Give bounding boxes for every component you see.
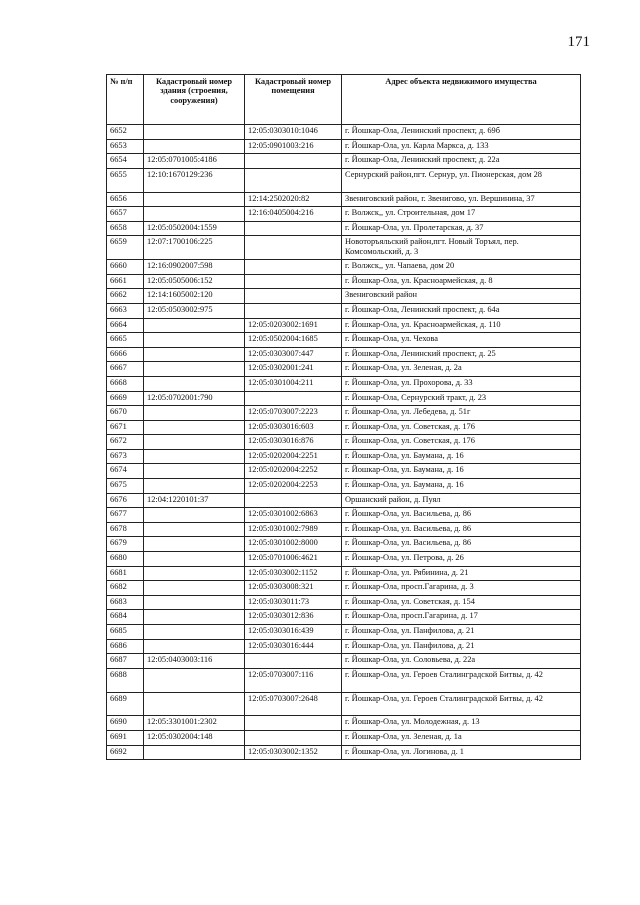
- header-room-cadastral: Кадастровый номер помещения: [245, 75, 342, 125]
- cell-building-cadastral: 12:05:0505006:152: [144, 274, 245, 289]
- cell-number: 6672: [107, 435, 144, 450]
- cell-room-cadastral: [245, 221, 342, 236]
- cell-address: г. Волжск,, ул. Строительная, дом 17: [342, 207, 581, 222]
- cell-address: г. Йошкар-Ола, ул. Молодежная, д. 13: [342, 716, 581, 731]
- table-row: [107, 221, 581, 236]
- cell-address: Оршанский район, д. Пуял: [342, 493, 581, 508]
- cell-building-cadastral: 12:07:1700106:225: [144, 236, 245, 260]
- cell-building-cadastral: 12:14:1605002:120: [144, 289, 245, 304]
- table-row: [107, 639, 581, 654]
- page-number: 171: [567, 34, 590, 50]
- cell-address: г. Йошкар-Ола, просп.Гагарина, д. 17: [342, 610, 581, 625]
- header-number: № п/п: [107, 75, 144, 125]
- cell-address: г. Йошкар-Ола, ул. Чехова: [342, 333, 581, 348]
- cell-address: г. Йошкар-Ола, ул. Баумана, д. 16: [342, 464, 581, 479]
- cell-building-cadastral: [144, 581, 245, 596]
- cell-building-cadastral: [144, 552, 245, 567]
- cell-room-cadastral: 12:05:0301004:211: [245, 376, 342, 391]
- cell-number: 6675: [107, 479, 144, 494]
- cell-room-cadastral: 12:05:0502004:1685: [245, 333, 342, 348]
- table-row: [107, 610, 581, 625]
- cell-room-cadastral: 12:05:0303012:836: [245, 610, 342, 625]
- cell-building-cadastral: [144, 745, 245, 760]
- cell-building-cadastral: [144, 139, 245, 154]
- table-row: [107, 318, 581, 333]
- table-row: [107, 289, 581, 304]
- table-row: [107, 625, 581, 640]
- cell-address: г. Йошкар-Ола, ул. Васильева, д. 86: [342, 508, 581, 523]
- cell-room-cadastral: 12:05:0303016:876: [245, 435, 342, 450]
- cell-building-cadastral: [144, 508, 245, 523]
- cell-room-cadastral: 12:05:0303010:1046: [245, 125, 342, 140]
- cell-number: 6656: [107, 192, 144, 207]
- table-row: [107, 376, 581, 391]
- cell-room-cadastral: 12:05:0302001:241: [245, 362, 342, 377]
- cell-number: 6655: [107, 168, 144, 192]
- cell-room-cadastral: [245, 168, 342, 192]
- cell-number: 6653: [107, 139, 144, 154]
- property-registry-table: [106, 74, 581, 760]
- cell-building-cadastral: [144, 406, 245, 421]
- table-row: [107, 362, 581, 377]
- cell-room-cadastral: 12:05:0703007:2223: [245, 406, 342, 421]
- cell-number: 6678: [107, 522, 144, 537]
- table-row: [107, 347, 581, 362]
- cell-room-cadastral: 12:05:0202004:2253: [245, 479, 342, 494]
- cell-building-cadastral: [144, 668, 245, 692]
- cell-address: г. Йошкар-Ола, ул. Героев Сталинградской Битвы, д. 42: [342, 692, 581, 716]
- table-row: [107, 125, 581, 140]
- cell-room-cadastral: [245, 236, 342, 260]
- cell-building-cadastral: 12:10:1670129:236: [144, 168, 245, 192]
- cell-address: г. Йошкар-Ола, ул. Героев Сталинградской Битвы, д. 42: [342, 668, 581, 692]
- cell-building-cadastral: [144, 692, 245, 716]
- cell-address: г. Йошкар-Ола, ул. Панфилова, д. 21: [342, 625, 581, 640]
- table-row: [107, 581, 581, 596]
- cell-building-cadastral: [144, 376, 245, 391]
- cell-address: г. Йошкар-Ола, ул. Советская, д. 176: [342, 420, 581, 435]
- table-row: [107, 207, 581, 222]
- cell-number: 6669: [107, 391, 144, 406]
- table-row: [107, 745, 581, 760]
- cell-building-cadastral: [144, 537, 245, 552]
- cell-number: 6684: [107, 610, 144, 625]
- cell-room-cadastral: 12:05:0301002:6863: [245, 508, 342, 523]
- cell-building-cadastral: 12:04:1220101:37: [144, 493, 245, 508]
- table-row: [107, 537, 581, 552]
- cell-address: г. Волжск,, ул. Чапаева, дом 20: [342, 260, 581, 275]
- cell-building-cadastral: [144, 207, 245, 222]
- table-row: [107, 508, 581, 523]
- cell-address: г. Йошкар-Ола, Ленинский проспект, д. 69б: [342, 125, 581, 140]
- cell-room-cadastral: 12:05:0303002:1152: [245, 566, 342, 581]
- cell-building-cadastral: [144, 639, 245, 654]
- table-row: [107, 154, 581, 169]
- cell-room-cadastral: 12:05:0303016:444: [245, 639, 342, 654]
- cell-number: 6691: [107, 730, 144, 745]
- cell-room-cadastral: 12:05:0701006:4621: [245, 552, 342, 567]
- cell-room-cadastral: 12:05:0303011:73: [245, 595, 342, 610]
- cell-number: 6667: [107, 362, 144, 377]
- table-row: [107, 464, 581, 479]
- cell-address: г. Йошкар-Ола, Ленинский проспект, д. 22а: [342, 154, 581, 169]
- cell-building-cadastral: 12:05:3301001:2302: [144, 716, 245, 731]
- cell-room-cadastral: 12:05:0303016:603: [245, 420, 342, 435]
- cell-address: Сернурский район,пгт. Сернур, ул. Пионерская, дом 28: [342, 168, 581, 192]
- cell-room-cadastral: [245, 260, 342, 275]
- table-header-row: [107, 75, 581, 125]
- cell-number: 6682: [107, 581, 144, 596]
- cell-room-cadastral: 12:05:0203002:1691: [245, 318, 342, 333]
- cell-number: 6664: [107, 318, 144, 333]
- cell-room-cadastral: [245, 730, 342, 745]
- cell-building-cadastral: 12:05:0702001:790: [144, 391, 245, 406]
- cell-number: 6680: [107, 552, 144, 567]
- cell-number: 6670: [107, 406, 144, 421]
- table-row: [107, 260, 581, 275]
- cell-room-cadastral: [245, 154, 342, 169]
- cell-room-cadastral: 12:16:0405004:216: [245, 207, 342, 222]
- table-row: [107, 716, 581, 731]
- cell-room-cadastral: 12:05:0202004:2251: [245, 449, 342, 464]
- cell-address: г. Йошкар-Ола, ул. Панфилова, д. 21: [342, 639, 581, 654]
- cell-room-cadastral: 12:05:0703007:116: [245, 668, 342, 692]
- cell-number: 6662: [107, 289, 144, 304]
- cell-address: г. Йошкар-Ола, просп.Гагарина, д. 3: [342, 581, 581, 596]
- cell-number: 6683: [107, 595, 144, 610]
- cell-building-cadastral: [144, 522, 245, 537]
- cell-number: 6688: [107, 668, 144, 692]
- cell-address: г. Йошкар-Ола, ул. Рябинина, д. 21: [342, 566, 581, 581]
- cell-number: 6671: [107, 420, 144, 435]
- cell-room-cadastral: [245, 289, 342, 304]
- cell-address: Звениговский район: [342, 289, 581, 304]
- cell-room-cadastral: 12:05:0303007:447: [245, 347, 342, 362]
- table-row: [107, 192, 581, 207]
- table-row: [107, 730, 581, 745]
- cell-room-cadastral: [245, 303, 342, 318]
- cell-building-cadastral: [144, 435, 245, 450]
- cell-number: 6666: [107, 347, 144, 362]
- cell-building-cadastral: [144, 479, 245, 494]
- table-row: [107, 406, 581, 421]
- cell-room-cadastral: [245, 274, 342, 289]
- cell-building-cadastral: [144, 464, 245, 479]
- cell-address: г. Йошкар-Ола, ул. Васильева, д. 86: [342, 537, 581, 552]
- cell-building-cadastral: [144, 595, 245, 610]
- cell-address: г. Йошкар-Ола, ул. Зеленая, д. 1а: [342, 730, 581, 745]
- cell-number: 6652: [107, 125, 144, 140]
- cell-address: г. Йошкар-Ола, ул. Баумана, д. 16: [342, 449, 581, 464]
- cell-address: г. Йошкар-Ола, Ленинский проспект, д. 25: [342, 347, 581, 362]
- cell-building-cadastral: [144, 318, 245, 333]
- cell-address: г. Йошкар-Ола, ул. Советская, д. 154: [342, 595, 581, 610]
- table-row: [107, 552, 581, 567]
- table-row: [107, 274, 581, 289]
- cell-building-cadastral: [144, 347, 245, 362]
- table-row: [107, 692, 581, 716]
- cell-number: 6687: [107, 654, 144, 669]
- cell-number: 6668: [107, 376, 144, 391]
- cell-number: 6674: [107, 464, 144, 479]
- cell-room-cadastral: 12:05:0303016:439: [245, 625, 342, 640]
- cell-number: 6659: [107, 236, 144, 260]
- cell-building-cadastral: 12:05:0403003:116: [144, 654, 245, 669]
- cell-room-cadastral: 12:05:0901003:216: [245, 139, 342, 154]
- cell-building-cadastral: [144, 420, 245, 435]
- table-row: [107, 435, 581, 450]
- cell-address: г. Йошкар-Ола, ул. Соловьева, д. 22а: [342, 654, 581, 669]
- cell-room-cadastral: 12:05:0202004:2252: [245, 464, 342, 479]
- cell-building-cadastral: [144, 192, 245, 207]
- cell-building-cadastral: [144, 610, 245, 625]
- cell-address: г. Йошкар-Ола, ул. Красноармейская, д. 110: [342, 318, 581, 333]
- table-row: [107, 668, 581, 692]
- cell-address: г. Йошкар-Ола, ул. Прохорова, д. 33: [342, 376, 581, 391]
- table-row: [107, 595, 581, 610]
- cell-address: г. Йошкар-Ола, ул. Логинова, д. 1: [342, 745, 581, 760]
- cell-room-cadastral: 12:05:0303002:1352: [245, 745, 342, 760]
- table-row: [107, 654, 581, 669]
- cell-address: г. Йошкар-Ола, ул. Пролетарская, д. 37: [342, 221, 581, 236]
- cell-number: 6657: [107, 207, 144, 222]
- cell-room-cadastral: [245, 493, 342, 508]
- cell-address: г. Йошкар-Ола, ул. Баумана, д. 16: [342, 479, 581, 494]
- cell-address: г. Йошкар-Ола, ул. Красноармейская, д. 8: [342, 274, 581, 289]
- cell-number: 6661: [107, 274, 144, 289]
- cell-address: г. Йошкар-Ола, ул. Лебедева, д. 51г: [342, 406, 581, 421]
- cell-building-cadastral: [144, 333, 245, 348]
- table-row: [107, 303, 581, 318]
- cell-building-cadastral: [144, 566, 245, 581]
- cell-address: Звениговский район, г. Звенигово, ул. Вершинина, 37: [342, 192, 581, 207]
- table-row: [107, 449, 581, 464]
- cell-address: г. Йошкар-Ола, ул. Зеленая, д. 2а: [342, 362, 581, 377]
- cell-number: 6665: [107, 333, 144, 348]
- cell-number: 6686: [107, 639, 144, 654]
- cell-address: г. Йошкар-Ола, Сернурский тракт, д. 23: [342, 391, 581, 406]
- cell-building-cadastral: [144, 449, 245, 464]
- cell-number: 6663: [107, 303, 144, 318]
- cell-building-cadastral: 12:05:0503002:975: [144, 303, 245, 318]
- table-row: [107, 139, 581, 154]
- cell-room-cadastral: 12:05:0303008:321: [245, 581, 342, 596]
- table-row: [107, 566, 581, 581]
- cell-building-cadastral: 12:05:0701005:4186: [144, 154, 245, 169]
- cell-room-cadastral: 12:05:0301002:7989: [245, 522, 342, 537]
- header-address: Адрес объекта недвижимого имущества: [342, 75, 581, 125]
- cell-number: 6690: [107, 716, 144, 731]
- cell-room-cadastral: 12:14:2502020:82: [245, 192, 342, 207]
- table-row: [107, 333, 581, 348]
- table-row: [107, 391, 581, 406]
- table-row: [107, 493, 581, 508]
- table-row: [107, 522, 581, 537]
- cell-number: 6660: [107, 260, 144, 275]
- cell-number: 6689: [107, 692, 144, 716]
- table-row: [107, 168, 581, 192]
- table-row: [107, 479, 581, 494]
- cell-building-cadastral: 12:05:0302004:148: [144, 730, 245, 745]
- cell-number: 6681: [107, 566, 144, 581]
- cell-room-cadastral: [245, 716, 342, 731]
- cell-number: 6673: [107, 449, 144, 464]
- cell-address: г. Йошкар-Ола, ул. Васильева, д. 86: [342, 522, 581, 537]
- cell-building-cadastral: [144, 125, 245, 140]
- cell-address: г. Йошкар-Ола, ул. Петрова, д. 26: [342, 552, 581, 567]
- cell-number: 6654: [107, 154, 144, 169]
- cell-number: 6658: [107, 221, 144, 236]
- cell-address: Новоторъяльский район,пгт. Новый Торъял, пер. Комсомольский, д. 3: [342, 236, 581, 260]
- cell-room-cadastral: [245, 654, 342, 669]
- cell-building-cadastral: 12:05:0502004:1559: [144, 221, 245, 236]
- cell-address: г. Йошкар-Ола, ул. Советская, д. 176: [342, 435, 581, 450]
- cell-room-cadastral: 12:05:0703007:2648: [245, 692, 342, 716]
- cell-address: г. Йошкар-Ола, ул. Карла Маркса, д. 133: [342, 139, 581, 154]
- cell-number: 6685: [107, 625, 144, 640]
- cell-room-cadastral: [245, 391, 342, 406]
- cell-number: 6679: [107, 537, 144, 552]
- cell-room-cadastral: 12:05:0301002:8000: [245, 537, 342, 552]
- table-row: [107, 420, 581, 435]
- table-row: [107, 236, 581, 260]
- cell-number: 6692: [107, 745, 144, 760]
- cell-address: г. Йошкар-Ола, Ленинский проспект, д. 64а: [342, 303, 581, 318]
- cell-building-cadastral: 12:16:0902007:598: [144, 260, 245, 275]
- header-building-cadastral: Кадастровый номер здания (строения, сооружения): [144, 75, 245, 125]
- cell-number: 6677: [107, 508, 144, 523]
- cell-building-cadastral: [144, 362, 245, 377]
- cell-number: 6676: [107, 493, 144, 508]
- cell-building-cadastral: [144, 625, 245, 640]
